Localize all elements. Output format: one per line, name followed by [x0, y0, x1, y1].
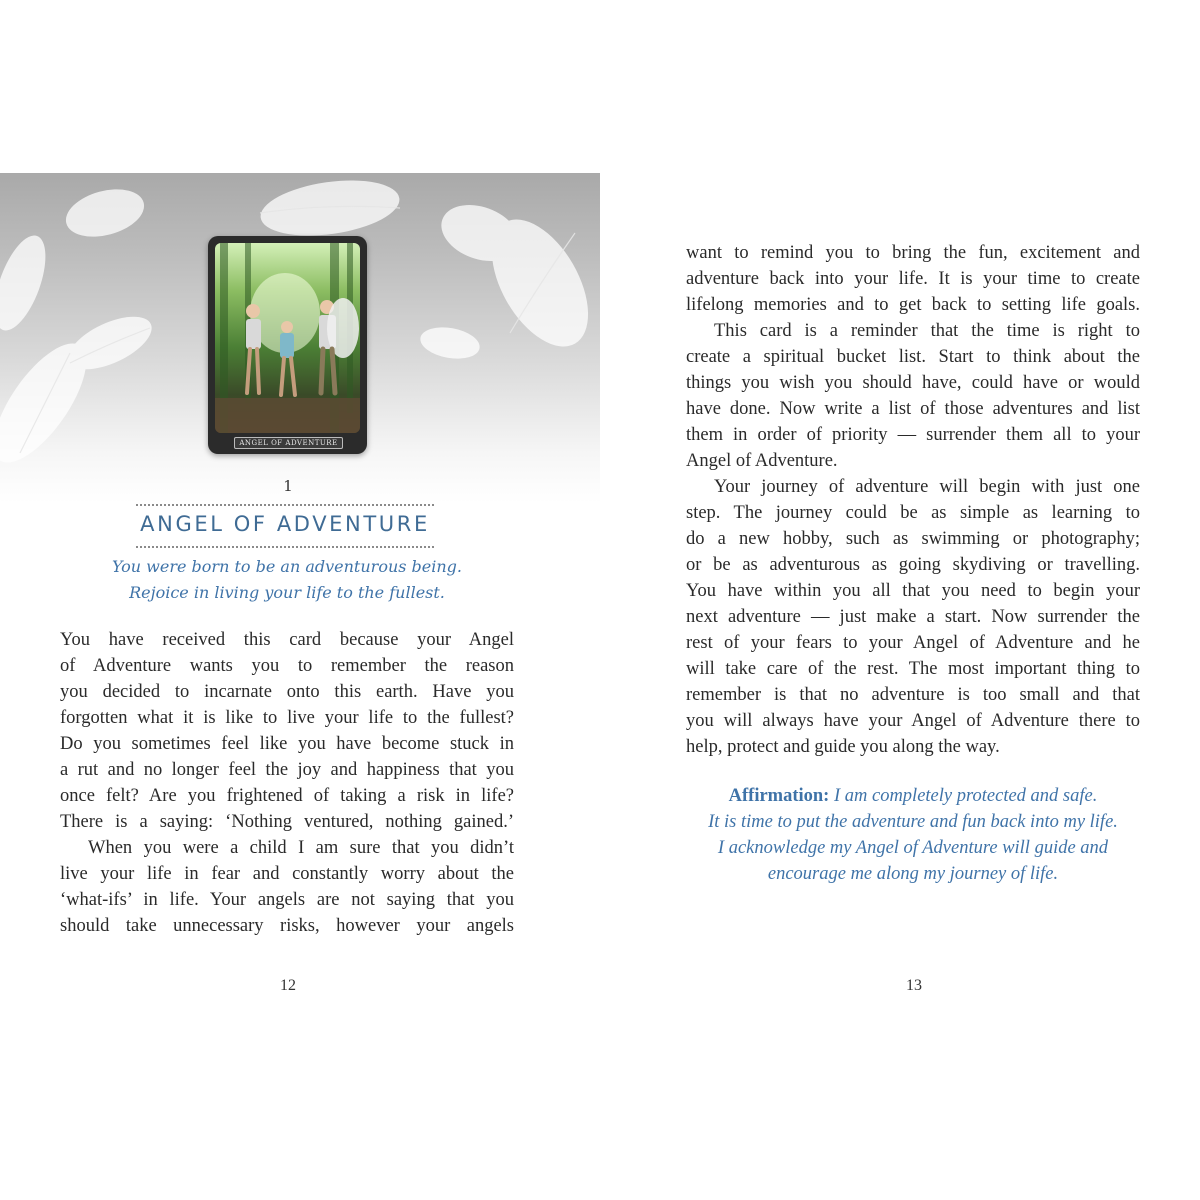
- body-line: adventure back into your life. It is your time to create: [686, 269, 1140, 289]
- body-line: or be as adventurous as going skydiving or travelling.: [686, 555, 1140, 575]
- body-line: Do you sometimes feel like you have become stuck in: [60, 734, 514, 754]
- body-line: You have received this card because your Angel: [60, 630, 514, 650]
- body-line: a rut and no longer feel the joy and happiness that you: [60, 760, 514, 780]
- card-label-band: [234, 437, 343, 449]
- body-line: Your journey of adventure will begin with just one: [714, 477, 1140, 497]
- card-subtitle-line-1: You were born to be an adventurous being.: [111, 557, 463, 576]
- body-line: want to remind you to bring the fun, excitement and: [686, 243, 1140, 263]
- body-line: step. The journey could be as simple as learning to: [686, 503, 1140, 523]
- body-line: live your life in fear and constantly worry about the: [60, 864, 514, 884]
- body-line: Angel of Adventure.: [686, 451, 838, 471]
- body-line: create a spiritual bucket list. Start to think about the: [686, 347, 1140, 367]
- affirmation-line-2: It is time to put the adventure and fun back into my life.: [708, 812, 1118, 832]
- card-artwork-scene: [215, 243, 360, 433]
- body-line: You have within you all that you need to begin your: [686, 581, 1140, 601]
- body-line: remember is that no adventure is too small and that: [686, 685, 1140, 705]
- affirmation-text: I am completely protected and safe.: [833, 786, 1098, 806]
- body-line: things you wish you should have, could have or would: [686, 373, 1140, 393]
- card-title: ANGEL OF ADVENTURE: [140, 512, 430, 536]
- body-line: of Adventure wants you to remember the reason: [60, 656, 514, 676]
- body-line: once felt? Are you frightened of taking a risk in life?: [60, 786, 514, 806]
- title-rule-bottom: [136, 546, 434, 548]
- body-line: ‘what-ifs’ in life. Your angels are not saying that you: [60, 890, 514, 910]
- body-line: When you were a child I am sure that you didn’t: [88, 838, 514, 858]
- body-line: have done. Now write a list of those adventures and list: [686, 399, 1140, 419]
- card-subtitle-line-2: Rejoice in living your life to the fullest.: [129, 583, 445, 602]
- affirmation-line-1: [686, 783, 1140, 809]
- left-page-body: [60, 627, 514, 939]
- body-line: This card is a reminder that the time is right to: [714, 321, 1140, 341]
- body-line: help, protect and guide you along the way.: [686, 737, 1000, 757]
- page-number-left: 12: [280, 977, 296, 994]
- card-artwork: [215, 243, 360, 433]
- body-line: rest of your fears to your Angel of Adventure and he: [686, 633, 1140, 653]
- page-number-right: 13: [906, 977, 922, 994]
- oracle-card-image: [208, 236, 367, 454]
- affirmation-block: [686, 783, 1140, 887]
- body-line: you decided to incarnate onto this earth. Have you: [60, 682, 514, 702]
- body-line: There is a saying: ‘Nothing ventured, nothing gained.’: [60, 812, 514, 832]
- body-line: should take unnecessary risks, however your angels: [60, 916, 514, 936]
- body-line: next adventure — just make a start. Now surrender the: [686, 607, 1140, 627]
- right-page-body: [686, 240, 1140, 760]
- card-image-label: ANGEL OF ADVENTURE: [239, 439, 338, 447]
- body-line: do a new hobby, such as swimming or photography;: [686, 529, 1140, 549]
- body-line: forgotten what it is like to live your life to the fullest?: [60, 708, 514, 728]
- affirmation-label: Affirmation:: [728, 786, 830, 806]
- title-rule-top: [136, 504, 434, 506]
- body-line: will take care of the rest. The most important thing to: [686, 659, 1140, 679]
- body-line: them in order of priority — surrender them all to your: [686, 425, 1140, 445]
- card-number: 1: [283, 477, 293, 495]
- body-line: you will always have your Angel of Adventure there to: [686, 711, 1140, 731]
- affirmation-line-3: I acknowledge my Angel of Adventure will guide and: [717, 838, 1109, 858]
- affirmation-line-4: encourage me along my journey of life.: [767, 864, 1059, 884]
- body-line: lifelong memories and to get back to setting life goals.: [686, 295, 1140, 315]
